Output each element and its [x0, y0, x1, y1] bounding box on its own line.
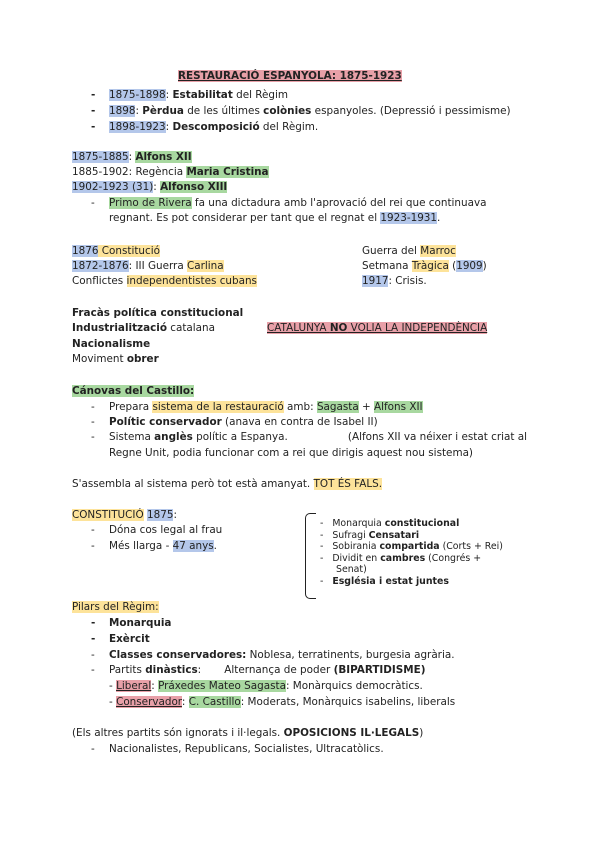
term: Industrialització — [72, 322, 167, 334]
party-conservador: - Conservador: C. Castillo: Moderats, Monàrquics isabelins, liberals — [109, 696, 456, 708]
event-left — [72, 244, 160, 259]
text: ) — [482, 260, 487, 272]
primo-line-1 — [109, 196, 527, 211]
event-right — [362, 274, 427, 289]
text: regnant. Es pot considerar per tant que el regnat el — [109, 212, 381, 224]
fake-line: S'assembla al sistema però tot està amanyat. TOT ÉS FALS. — [72, 478, 383, 490]
opos-bullet: - — [91, 743, 95, 755]
term: Descomposició — [172, 121, 260, 133]
constitucio-item: Més llarga - 47 anys. — [109, 540, 217, 552]
date-range: 1923-1931 — [380, 212, 438, 224]
event-right — [362, 259, 487, 274]
text: Setmana — [362, 260, 412, 272]
canovas-item: Sistema anglès polític a Espanya. — [109, 431, 288, 443]
king-line — [72, 165, 269, 180]
pilars-item: Exèrcit — [109, 633, 150, 645]
text: : Crisis. — [388, 275, 427, 287]
text: ( — [448, 260, 457, 272]
pilars-bullet: - — [91, 649, 95, 661]
king-name: Alfonso XIII — [160, 181, 228, 193]
cause-line — [72, 321, 215, 336]
pilars-bullet: - — [91, 617, 96, 629]
text: Tràgica — [411, 260, 449, 272]
term: obrer — [126, 353, 159, 365]
opos-item: Nacionalistes, Republicans, Socialistes, Ultracatòlics. — [109, 743, 384, 755]
intro-bullet: - — [91, 121, 96, 133]
text: Marroc — [420, 245, 456, 257]
event-left — [72, 259, 224, 274]
canovas-bullet: - — [91, 431, 95, 443]
text: de les últimes — [183, 105, 264, 117]
pilars-bullet: - — [91, 633, 96, 645]
text: : III Guerra — [128, 260, 188, 272]
page-title — [178, 69, 402, 84]
catalunya-text: CATALUNYA NO VOLIA LA INDEPENDÈNCIA — [267, 322, 488, 334]
text: del Règim. — [259, 121, 319, 133]
text: catalana — [166, 322, 216, 334]
year: 1917 — [362, 275, 389, 287]
intro-item: 1875-1898: Estabilitat del Règim — [109, 89, 289, 101]
king-name: Alfons XII — [135, 151, 192, 163]
intro-bullet: - — [91, 105, 96, 117]
constitucio-item: Dóna cos legal al frau — [109, 524, 223, 536]
canovas-item: Polític conservador (anava en contra de Isabel II) — [109, 416, 378, 428]
text: Carlina — [187, 260, 224, 272]
party-liberal: - Liberal: Práxedes Mateo Sagasta: Monàrquics democràtics. — [109, 680, 423, 692]
date-range: 1898-1923 — [109, 121, 166, 133]
constitucio-heading: CONSTITUCIÓ 1875: — [72, 509, 177, 521]
text: Conflictes — [72, 275, 127, 287]
text: Nacionalisme — [72, 338, 151, 350]
text: Guerra del — [362, 245, 421, 257]
date-range: 1898 — [109, 105, 136, 117]
event-left — [72, 274, 257, 289]
canovas-item-paren: (Alfons XII va néixer i estat criat al — [347, 431, 527, 443]
canovas-bullet: - — [91, 416, 95, 428]
canovas-item: Prepara sistema de la restauració amb: Sagasta + Alfons XII — [109, 401, 423, 413]
opos-line: (Els altres partits són ignorats i il·legals. OPOSICIONS IL·LEGALS) — [72, 727, 424, 739]
term: Pèrdua — [142, 105, 184, 117]
event-right — [362, 244, 456, 259]
year: 1872-1876 — [72, 260, 129, 272]
pilars-heading: Pilars del Règim: — [72, 601, 159, 613]
pilars-item: Partits dinàstics: Alternança de poder (BIPARTIDISME) — [109, 664, 426, 676]
king-name: Maria Cristina — [186, 166, 269, 178]
intro-bullet: - — [91, 89, 96, 101]
text: . — [437, 212, 441, 224]
primo-line-2 — [109, 211, 440, 226]
intro-item: 1898-1923: Descomposició del Règim. — [109, 121, 319, 133]
cause-line — [72, 306, 243, 321]
text: fa una dictadura amb l'aprovació del rei que continuava — [191, 197, 487, 209]
constitucio-features: - Monarquia constitucional - Sufragi Censatari - Sobirania compartida (Corts + Rei) - Dividit en cambres (Congrés + Senat) - Església i estat juntes — [320, 518, 503, 587]
primo-bullet: - — [91, 197, 95, 209]
intro-item: 1898: Pèrdua de les últimes colònies espanyoles. (Depressió i pessimisme) — [109, 105, 511, 117]
text: : Regència — [128, 166, 187, 178]
date-range: 1875-1885 — [72, 151, 129, 163]
heading-text: Cánovas del Castillo: — [72, 385, 195, 397]
date-range: 1885-1902 — [72, 166, 129, 178]
constitucio-bullet: - — [91, 540, 95, 552]
title-text: RESTAURACIÓ ESPANYOLA: 1875-1923 — [178, 70, 402, 82]
year: 1876 — [72, 245, 99, 257]
text: Moviment — [72, 353, 127, 365]
canovas-item-cont: Regne Unit, podia funcionar com a rei que dirigis aquest nou sistema) — [109, 447, 473, 459]
date-range: 1902-1923 (31) — [72, 181, 154, 193]
catalunya-note — [267, 321, 487, 336]
pilars-item: Monarquia — [109, 617, 172, 629]
canovas-heading — [72, 384, 194, 399]
year: 1909 — [456, 260, 483, 272]
person-name: Primo de Rivera — [109, 197, 192, 209]
king-line: 1875-1885: Alfons XII — [72, 151, 192, 163]
term: colònies — [263, 105, 312, 117]
text: espanyoles. (Depressió i pessimisme) — [311, 105, 511, 117]
pilars-item: Classes conservadores: Noblesa, terratinents, burgesia agrària. — [109, 649, 455, 661]
brace-icon — [305, 513, 316, 599]
text: independentistes cubans — [126, 275, 257, 287]
pilars-bullet: - — [91, 664, 95, 676]
cause-line — [72, 337, 150, 352]
canovas-bullet: - — [91, 401, 95, 413]
cause-line — [72, 352, 159, 367]
constitucio-bullet: - — [91, 524, 95, 536]
king-line: 1902-1923 (31): Alfonso XIII — [72, 181, 228, 193]
term: Estabilitat — [172, 89, 233, 101]
text: Fracàs política constitucional — [72, 307, 244, 319]
date-range: 1875-1898 — [109, 89, 166, 101]
text: Constitució — [98, 245, 160, 257]
text: del Règim — [232, 89, 289, 101]
